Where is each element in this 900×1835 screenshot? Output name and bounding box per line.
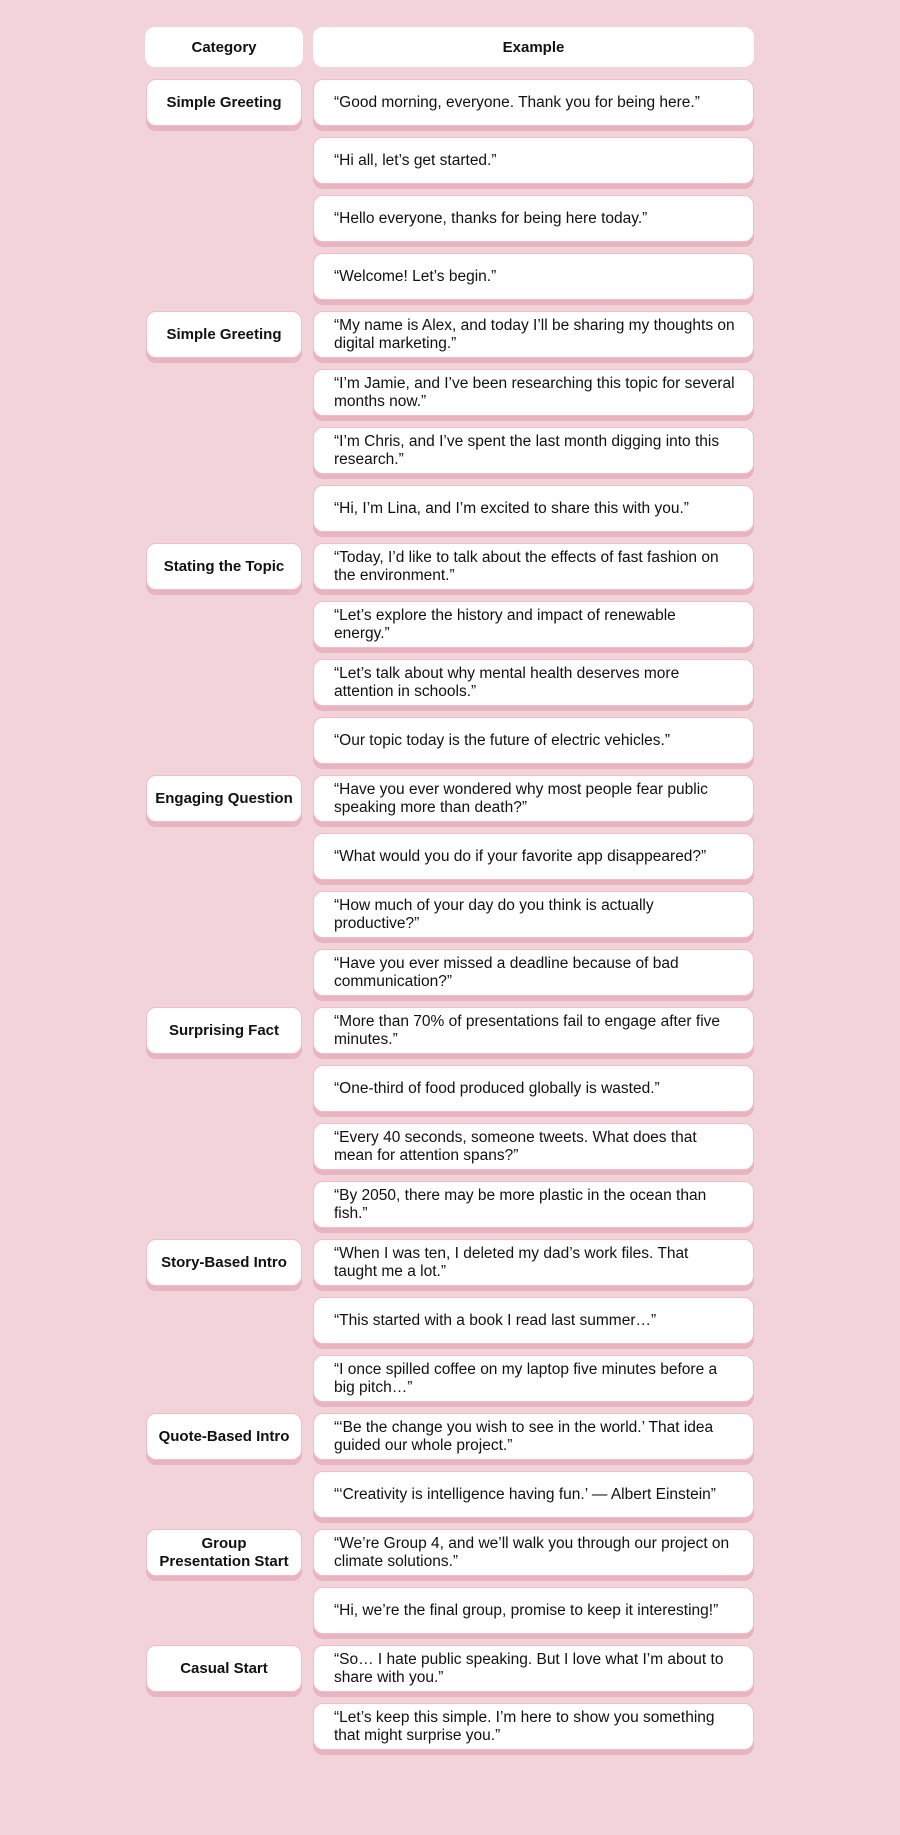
example-cell: “‘Be the change you wish to see in the world.’ That idea guided our whole project.”	[313, 1413, 754, 1460]
example-cell: “So… I hate public speaking. But I love what I’m about to share with you.”	[313, 1645, 754, 1692]
example-cell: “I once spilled coffee on my laptop five minutes before a big pitch…”	[313, 1355, 754, 1402]
category-cell: Simple Greeting	[146, 79, 302, 126]
example-cell: “Welcome! Let’s begin.”	[313, 253, 754, 300]
example-cell: “I’m Jamie, and I’ve been researching this topic for several months now.”	[313, 369, 754, 416]
example-cell: “One-third of food produced globally is wasted.”	[313, 1065, 754, 1112]
example-cell: “Hello everyone, thanks for being here today.”	[313, 195, 754, 242]
header-category: Category	[145, 27, 303, 67]
example-cell: “Good morning, everyone. Thank you for being here.”	[313, 79, 754, 126]
example-cell: “Hi, we’re the final group, promise to keep it interesting!”	[313, 1587, 754, 1634]
category-cell: Group Presentation Start	[146, 1529, 302, 1576]
example-cell: “Hi all, let’s get started.”	[313, 137, 754, 184]
category-cell: Engaging Question	[146, 775, 302, 822]
category-cell: Surprising Fact	[146, 1007, 302, 1054]
header-example: Example	[313, 27, 754, 67]
example-cell: “This started with a book I read last summer…”	[313, 1297, 754, 1344]
example-cell: “Hi, I’m Lina, and I’m excited to share this with you.”	[313, 485, 754, 532]
category-cell: Quote-Based Intro	[146, 1413, 302, 1460]
examples-table	[146, 79, 754, 1755]
example-cell: “Let’s keep this simple. I’m here to show you something that might surprise you.”	[313, 1703, 754, 1750]
category-cell: Simple Greeting	[146, 311, 302, 358]
example-cell: “I’m Chris, and I’ve spent the last month digging into this research.”	[313, 427, 754, 474]
example-cell: “How much of your day do you think is actually productive?”	[313, 891, 754, 938]
example-cell: “Every 40 seconds, someone tweets. What does that mean for attention spans?”	[313, 1123, 754, 1170]
example-cell: “My name is Alex, and today I’ll be sharing my thoughts on digital marketing.”	[313, 311, 754, 358]
example-cell: “Let’s explore the history and impact of renewable energy.”	[313, 601, 754, 648]
example-cell: “Have you ever wondered why most people fear public speaking more than death?”	[313, 775, 754, 822]
category-cell: Stating the Topic	[146, 543, 302, 590]
category-cell: Story-Based Intro	[146, 1239, 302, 1286]
example-cell: “More than 70% of presentations fail to engage after five minutes.”	[313, 1007, 754, 1054]
example-cell: “Have you ever missed a deadline because of bad communication?”	[313, 949, 754, 996]
category-cell: Casual Start	[146, 1645, 302, 1692]
example-cell: “Today, I’d like to talk about the effects of fast fashion on the environment.”	[313, 543, 754, 590]
example-cell: “What would you do if your favorite app disappeared?”	[313, 833, 754, 880]
example-cell: “Let’s talk about why mental health deserves more attention in schools.”	[313, 659, 754, 706]
example-cell: “When I was ten, I deleted my dad’s work files. That taught me a lot.”	[313, 1239, 754, 1286]
example-cell: “We’re Group 4, and we’ll walk you through our project on climate solutions.”	[313, 1529, 754, 1576]
example-cell: “Our topic today is the future of electric vehicles.”	[313, 717, 754, 764]
example-cell: “‘Creativity is intelligence having fun.’ — Albert Einstein”	[313, 1471, 754, 1518]
example-cell: “By 2050, there may be more plastic in the ocean than fish.”	[313, 1181, 754, 1228]
